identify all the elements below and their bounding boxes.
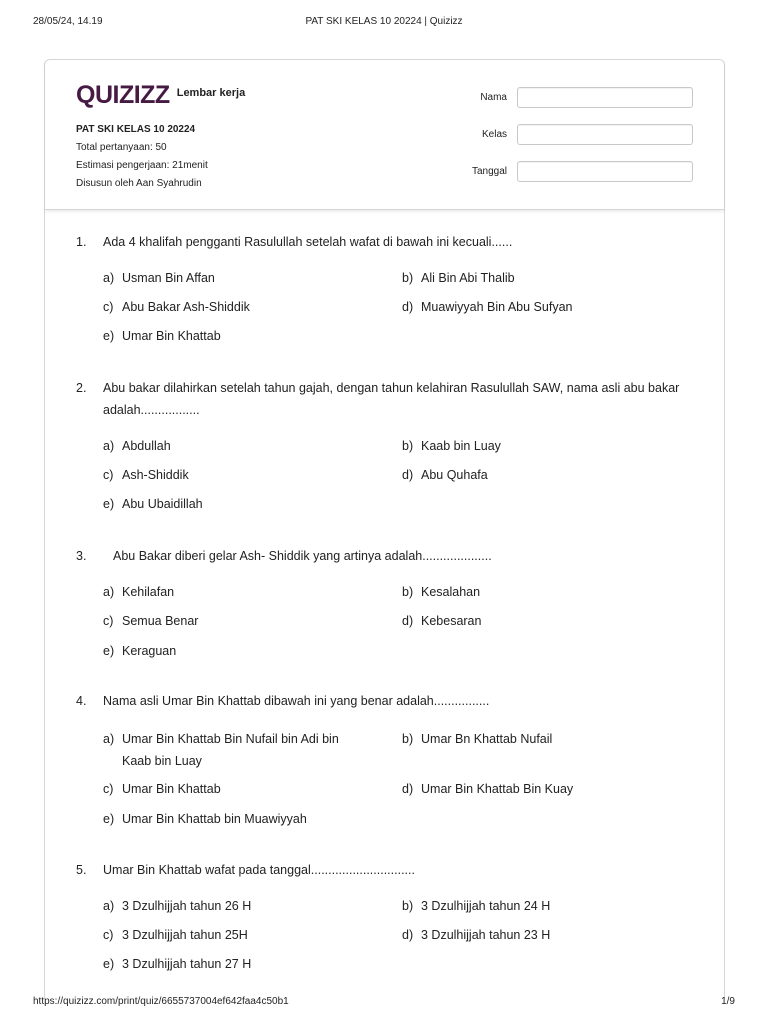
option-letter: c) bbox=[103, 782, 114, 796]
question-text: Ada 4 khalifah pengganti Rasulullah setelah wafat di bawah ini kecuali...... bbox=[103, 235, 513, 249]
option-text: Ali Bin Abi Thalib bbox=[421, 271, 515, 285]
option-letter: c) bbox=[103, 928, 114, 942]
option-letter: c) bbox=[103, 614, 114, 628]
date-field bbox=[459, 161, 693, 182]
option-text: 3 Dzulhijjah tahun 24 H bbox=[421, 899, 551, 913]
question-number: 1. bbox=[76, 235, 87, 249]
worksheet-label: Lembar kerja bbox=[176, 87, 246, 99]
quiz-name: PAT SKI KELAS 10 20224 bbox=[76, 124, 196, 135]
worksheet-header bbox=[45, 60, 724, 210]
option-text: Umar Bn Khattab Nufail bbox=[421, 732, 553, 746]
option-text: Umar Bin Khattab bin Muawiyyah bbox=[122, 812, 307, 826]
print-date: 28/05/24, 14.19 bbox=[33, 16, 103, 27]
name-input[interactable] bbox=[517, 87, 693, 108]
print-footer bbox=[0, 996, 768, 1010]
name-label: Nama bbox=[480, 92, 507, 103]
option-letter: a) bbox=[103, 899, 115, 913]
quiz-meta bbox=[76, 121, 208, 193]
name-field bbox=[459, 87, 693, 108]
option-letter: e) bbox=[103, 497, 115, 511]
option-a bbox=[103, 728, 362, 772]
option-letter: a) bbox=[103, 732, 115, 746]
option-c bbox=[103, 924, 362, 946]
option-letter: b) bbox=[402, 732, 414, 746]
question-number: 5. bbox=[76, 863, 87, 877]
option-d bbox=[402, 610, 661, 632]
option-letter: e) bbox=[103, 644, 115, 658]
print-header bbox=[0, 16, 768, 30]
option-text: Keraguan bbox=[122, 644, 177, 658]
option-text: 3 Dzulhijjah tahun 23 H bbox=[421, 928, 551, 942]
option-a bbox=[103, 435, 362, 457]
option-text: Abu Quhafa bbox=[421, 468, 488, 482]
option-letter: e) bbox=[103, 957, 115, 971]
option-letter: c) bbox=[103, 300, 114, 314]
option-text: Umar Bin Khattab Bin Nufail bin Adi bin Kaab bin Luay bbox=[122, 732, 339, 768]
option-d bbox=[402, 464, 661, 486]
option-text: Ash-Shiddik bbox=[122, 468, 189, 482]
option-text: Abu Ubaidillah bbox=[122, 497, 203, 511]
option-text: Usman Bin Affan bbox=[122, 271, 215, 285]
option-text: Abdullah bbox=[122, 439, 171, 453]
option-letter: d) bbox=[402, 782, 414, 796]
option-b bbox=[402, 267, 661, 289]
option-b bbox=[402, 435, 661, 457]
option-b bbox=[402, 728, 661, 750]
question-number: 4. bbox=[76, 694, 87, 708]
option-text: Muawiyyah Bin Abu Sufyan bbox=[421, 300, 573, 314]
option-e bbox=[103, 808, 362, 830]
class-field bbox=[459, 124, 693, 145]
quizizz-logo: QUIZIZZ bbox=[76, 81, 170, 109]
option-text: Semua Benar bbox=[122, 614, 199, 628]
option-e bbox=[103, 640, 362, 662]
option-b bbox=[402, 895, 661, 917]
question-text: Abu bakar dilahirkan setelah tahun gajah, dengan tahun kelahiran Rasulullah SAW, nama asli abu bakar adalah................. bbox=[103, 381, 680, 417]
option-letter: b) bbox=[402, 899, 414, 913]
option-text: Kehilafan bbox=[122, 585, 175, 599]
print-url[interactable]: https://quizizz.com/print/quiz/6655737004ef642faa4c50b1 bbox=[33, 996, 289, 1007]
option-c bbox=[103, 464, 362, 486]
option-e bbox=[103, 953, 362, 975]
option-e bbox=[103, 493, 362, 515]
option-text: Kebesaran bbox=[421, 614, 482, 628]
option-text: Kaab bin Luay bbox=[421, 439, 501, 453]
worksheet bbox=[44, 59, 725, 999]
option-d bbox=[402, 296, 661, 318]
option-letter: c) bbox=[103, 468, 114, 482]
option-c bbox=[103, 778, 362, 800]
option-a bbox=[103, 267, 362, 289]
question-number: 3. bbox=[76, 549, 87, 563]
question-text: Umar Bin Khattab wafat pada tanggal.............................. bbox=[103, 863, 415, 877]
option-letter: e) bbox=[103, 812, 115, 826]
option-letter: a) bbox=[103, 271, 115, 285]
date-label: Tanggal bbox=[471, 166, 507, 177]
date-input[interactable] bbox=[517, 161, 693, 182]
option-letter: e) bbox=[103, 329, 115, 343]
page-number: 1/9 bbox=[721, 996, 735, 1007]
class-input[interactable] bbox=[517, 124, 693, 145]
option-d bbox=[402, 778, 661, 800]
option-text: Umar Bin Khattab bbox=[122, 329, 221, 343]
option-a bbox=[103, 895, 362, 917]
option-text: Umar Bin Khattab Bin Kuay bbox=[421, 782, 574, 796]
option-text: 3 Dzulhijjah tahun 25H bbox=[122, 928, 248, 942]
print-title: PAT SKI KELAS 10 20224 | Quizizz bbox=[305, 16, 463, 27]
option-letter: d) bbox=[402, 468, 414, 482]
total-questions: Total pertanyaan: 50 bbox=[76, 142, 167, 153]
option-letter: b) bbox=[402, 439, 414, 453]
author: Disusun oleh Aan Syahrudin bbox=[76, 178, 202, 189]
question-text: Abu Bakar diberi gelar Ash- Shiddik yang artinya adalah.................... bbox=[113, 549, 492, 563]
option-c bbox=[103, 610, 362, 632]
question-number: 2. bbox=[76, 381, 87, 395]
option-a bbox=[103, 581, 362, 603]
option-text: 3 Dzulhijjah tahun 27 H bbox=[122, 957, 252, 971]
class-label: Kelas bbox=[481, 129, 507, 140]
logo-row bbox=[76, 81, 246, 109]
option-text: Umar Bin Khattab bbox=[122, 782, 221, 796]
option-e bbox=[103, 325, 362, 347]
option-letter: b) bbox=[402, 585, 414, 599]
option-letter: d) bbox=[402, 614, 414, 628]
option-b bbox=[402, 581, 661, 603]
option-text: Kesalahan bbox=[421, 585, 481, 599]
option-letter: d) bbox=[402, 928, 414, 942]
option-letter: b) bbox=[402, 271, 414, 285]
question-text: Nama asli Umar Bin Khattab dibawah ini yang benar adalah................ bbox=[103, 694, 490, 708]
option-text: 3 Dzulhijjah tahun 26 H bbox=[122, 899, 252, 913]
option-c bbox=[103, 296, 362, 318]
time-estimate: Estimasi pengerjaan: 21menit bbox=[76, 160, 208, 171]
option-text: Abu Bakar Ash-Shiddik bbox=[122, 300, 250, 314]
option-letter: d) bbox=[402, 300, 414, 314]
option-letter: a) bbox=[103, 585, 115, 599]
option-d bbox=[402, 924, 661, 946]
option-letter: a) bbox=[103, 439, 115, 453]
